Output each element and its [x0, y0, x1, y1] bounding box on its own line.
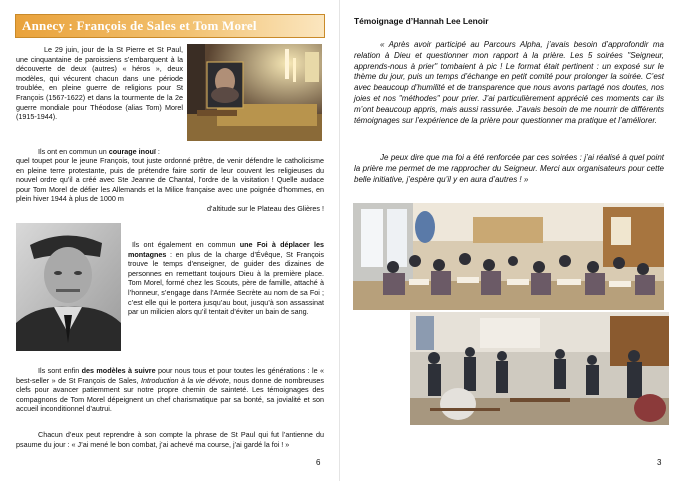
foi-paragraph [128, 240, 324, 317]
foi-lead: Ils ont également en commun [132, 240, 236, 249]
book-title: Introduction à la vie dévote [140, 375, 229, 385]
testimony-paragraph: « Après avoir participé au Parcours Alpha, j’avais besoin d’approfondir ma relation à Dieu et questionner mon rapport à la prière. Les 5 soirées "Seigneur, apprends-nous à prier" tombaient à pic ! Le format était pertinent : un exposé sur le thème du jour, puis un temps d’échange en petit comité pour prolonger la soirée. C’est avec beaucoup d’humilité et de transparence que nous avons partagé nos doutes, nos joies et nos "méthodes" pour prier. J’ai particulièrement apprécié ces moments car ils m’ont beaucoup appris, mais aussi rassurée. J’avais besoin de me nourrir de différents témoignages sur l’expérience de la prière pour questionner ma pratique et l’améliorer. [354, 40, 664, 125]
intro-line: religions pour St François (1567-1622) et dans [16, 83, 184, 102]
courage-colon: : [155, 147, 160, 156]
foi-body: : en plus de la charge d’Évêque, St François trouve le temps d’enseigner, de guider des dizaines de personnes en remettant toujours Dieu à la première place. Tom Morel, formé chez les Scouts, père de famille, attaché à l’honneur, s’engage dans l’Armée Secrète au nom de sa Foi ; c’est elle qui le portera jusqu’au bout, jusqu’à son assassinat par un milicien alors qu’il tentait d’éviter un bain de sang. [128, 249, 324, 317]
modeles-lead: Ils sont enfin [38, 366, 80, 375]
modeles-after: pour nous tous et pour toutes les [155, 366, 266, 375]
foi-emphasis-2: montagnes [128, 249, 167, 259]
tom-morel-portrait [16, 223, 121, 351]
foi-emphasis: une Foi à déplacer les [239, 240, 324, 249]
prayer-group-photo [410, 312, 669, 425]
courage-lead: Ils ont en commun un [38, 147, 107, 156]
article-title: Annecy : François de Sales et Tom Morel [22, 18, 257, 33]
modeles-body-1: générations : le « best-seller » de St François de Sales, [16, 366, 325, 385]
modeles-paragraph [16, 366, 324, 414]
courage-paragraph: quel toupet pour le jeune François, tout juste ordonné prêtre, de venir défendre le catholicisme en pleine terre protestante, puis de prétendre faire sortir de leur couvent les religieuses du nouvel ordre qu’il a créé avec Ste Jeanne de Chantal, l’ordre de la visitation ! Quelle audace pour Tom Morel de défier les Allemands et la Milice française avec une poignée d’hommes, en plein hiver 1944 à plus de 1000 m [16, 156, 324, 204]
right-page [340, 0, 680, 481]
closing-paragraph: Chacun d’eux peut reprendre à son compte la phrase de St Paul qui fut l’antienne du psaume du jour : « J’ai mené le bon combat, j’ai achevé ma course, j’ai gardé la foi ! » [16, 430, 324, 449]
page-number: 6 [316, 458, 321, 467]
testimony-paragraph-2: Je peux dire que ma foi a été renforcée par ces soirées : j’ai réalisé à quel point la prière me permet de me rapprocher du Seigneur. Merci aux organisateurs pour cette belle initiative, j’espère qu’il y en aura d’autres ! » [354, 153, 664, 184]
intro-line: Théodose (alias Tom) Morel (1915-1944). [16, 102, 184, 122]
testimony-title: Témoignage d’Hannah Lee Lenoir [354, 16, 489, 26]
intro-line: une cinquantaine de paroissiens s’embarquent à [16, 54, 175, 64]
intro-line: la tourmente de la 2e guerre mondiale pour [16, 92, 184, 112]
intro-line: la découverte de deux (autres) « héros », [16, 54, 184, 74]
courage-last-line: d’altitude sur le Plateau des Glières ! [206, 204, 324, 213]
article-title-banner [15, 14, 325, 38]
intro-paragraph [16, 45, 183, 122]
intro-lead: Le 29 juin, jour de la St Pierre et St Paul, [44, 45, 183, 54]
modeles-body-2: , nous donne de nombreuses clefs pour avancer patiemment sur notre propre chemin de sainteté. Les témoignages des compagnons de Tom Morel dépeignent un chef charismatique par sa bonté, sa jovialité et son accueil inconditionnel d’autrui. [16, 375, 325, 414]
reliquary-photo [187, 44, 322, 141]
intro-line: période troublée, en pleine guerre de [16, 73, 184, 93]
modeles-emphasis: des modèles à suivre [81, 366, 156, 375]
intro-line: deux modèles, qui vécurent chacun dans une [16, 64, 184, 83]
courage-emphasis: courage inouï [108, 147, 156, 156]
page-number: 3 [657, 458, 662, 467]
prayer-evening-photo [353, 203, 664, 310]
